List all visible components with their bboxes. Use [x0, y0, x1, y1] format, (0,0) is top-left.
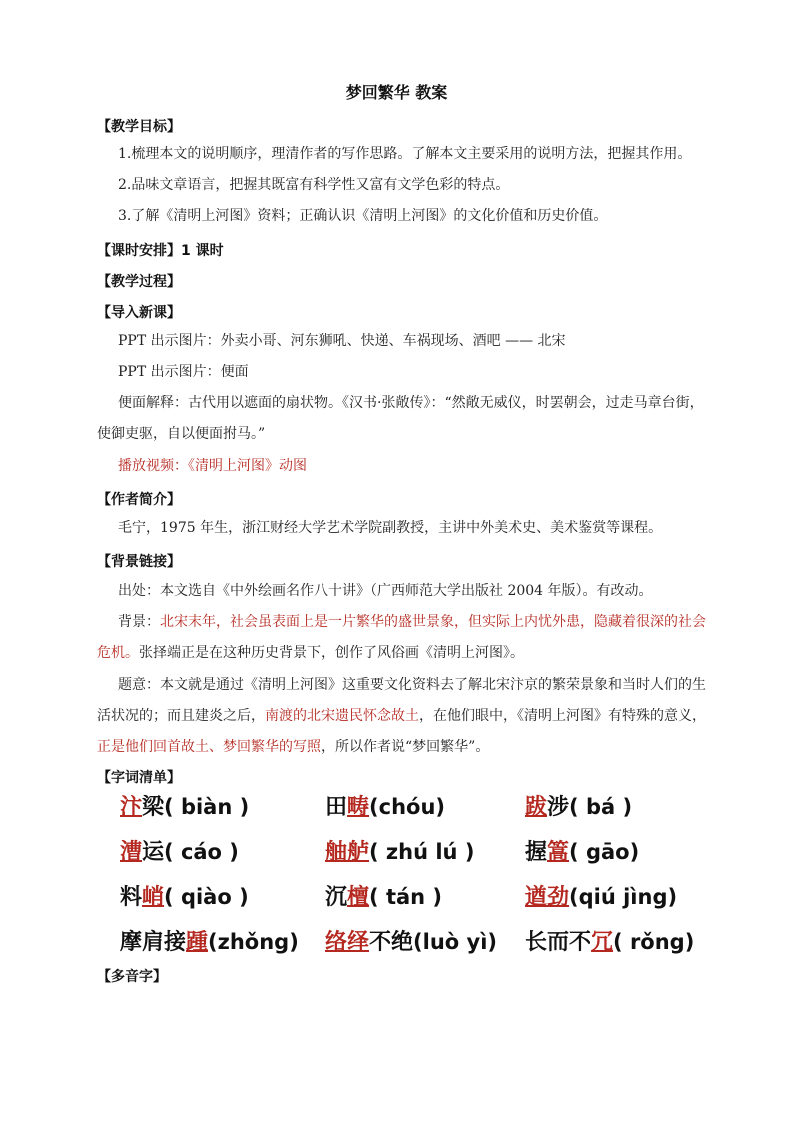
pinyin: ( cáo ) — [164, 840, 239, 864]
word-item: 料峭( qiào ) — [120, 885, 249, 910]
pinyin: (qiú jìng) — [569, 885, 678, 909]
word-row — [120, 925, 710, 970]
topic-red-2: 正是他们回首故土、梦回繁华的写照 — [97, 739, 321, 755]
topic-red-1: 南渡的北宋遗民怀念故土 — [265, 708, 419, 724]
section-goals: 【教学目标】 — [97, 119, 181, 135]
word-item: 漕运( cáo ) — [120, 840, 239, 865]
word-item: 沉檀( tán ) — [325, 885, 443, 910]
word-item: 舳舻( zhú lú ) — [325, 840, 475, 865]
pinyin: ( gāo) — [569, 840, 640, 864]
word-row — [120, 835, 710, 880]
word-item: 握篙( gāo) — [525, 840, 640, 865]
section-schedule — [97, 240, 224, 260]
intro-p3: 便面解释：古代用以遮面的扇状物。《汉书·张敞传》：“然敞无威仪，时罢朝会，过走马章台街，使御吏驱，自以便面拊马。” — [97, 395, 704, 442]
topic-part-b: ，在他们眼中，《清明上河图》有特殊的意义， — [419, 708, 706, 724]
section-author: 【作者简介】 — [97, 492, 181, 508]
pinyin: ( biàn ) — [164, 795, 250, 819]
word-item: 汴梁( biàn ) — [120, 795, 250, 820]
intro-p2: PPT 出示图片：便面 — [118, 364, 249, 380]
pinyin: (luò yì) — [413, 930, 498, 954]
topic-part-a: 题意：本文就是通过《清明上河图》这重要文化资料去了解北宋汴京的繁荣景象和当时人们的生活状况的；而且建炎之后， — [97, 677, 706, 724]
author-text: 毛宁，1975 年生，浙江财经大学艺术学院副教授，主讲中外美术史、美术鉴赏等课程。 — [118, 520, 663, 536]
goal-2: 2.品味文章语言，把握其既富有科学性又富有文学色彩的特点。 — [118, 177, 510, 193]
schedule-label: 【课时安排】 — [97, 243, 181, 259]
section-intro: 【导入新课】 — [97, 305, 181, 321]
word-item: 遒劲(qiú jìng) — [525, 885, 678, 910]
word-item: 摩肩接踵(zhǒng) — [120, 930, 299, 955]
section-background: 【背景链接】 — [97, 554, 181, 570]
background-red-text: 北宋末年，社会虽表面上是一片繁华的盛世景象，但实际上内忧外患，隐藏着很深的社会危机。 — [97, 614, 706, 661]
word-item: 长而不冗( rǒng) — [525, 930, 695, 955]
pinyin: ( tán ) — [369, 885, 443, 909]
background-topic — [97, 670, 707, 763]
schedule-value: 1 课时 — [181, 243, 224, 259]
intro-p1: PPT 出示图片：外卖小哥、河东狮吼、快递、车祸现场、酒吧 —— 北宋 — [118, 333, 566, 349]
intro-p4: 播放视频：《清明上河图》动图 — [118, 458, 307, 474]
word-item: 跋涉( bá ) — [525, 795, 633, 820]
section-process: 【教学过程】 — [97, 274, 181, 290]
background-rest-text: 张择端正是在这种历史背景下，创作了风俗画《清明上河图》。 — [139, 645, 524, 661]
goal-3: 3.了解《清明上河图》资料；正确认识《清明上河图》的文化价值和历史价值。 — [118, 208, 608, 224]
pinyin: ( bá ) — [569, 795, 633, 819]
background-context — [97, 607, 707, 669]
page-title: 梦回繁华 教案 — [345, 83, 448, 102]
topic-part-c: ，所以作者说“梦回繁华”。 — [321, 739, 490, 755]
section-polyphones: 【多音字】 — [97, 969, 167, 985]
word-row — [120, 790, 710, 835]
pinyin: ( zhú lú ) — [369, 840, 475, 864]
word-list — [120, 790, 710, 970]
word-item: 络绎不绝(luò yì) — [325, 930, 498, 955]
section-words: 【字词清单】 — [97, 770, 181, 786]
pinyin: ( rǒng) — [613, 930, 695, 954]
pinyin: (chóu) — [369, 795, 446, 819]
goal-1: 1.梳理本文的说明顺序，理清作者的写作思路。了解本文主要采用的说明方法，把握其作用。 — [118, 146, 692, 162]
word-item: 田畴(chóu) — [325, 795, 446, 820]
background-label: 背景： — [118, 614, 160, 630]
pinyin: (zhǒng) — [208, 930, 299, 954]
word-row — [120, 880, 710, 925]
pinyin: ( qiào ) — [164, 885, 249, 909]
background-source: 出处：本文选自《中外绘画名作八十讲》（广西师范大学出版社 2004 年版）。有改动。 — [118, 583, 653, 599]
